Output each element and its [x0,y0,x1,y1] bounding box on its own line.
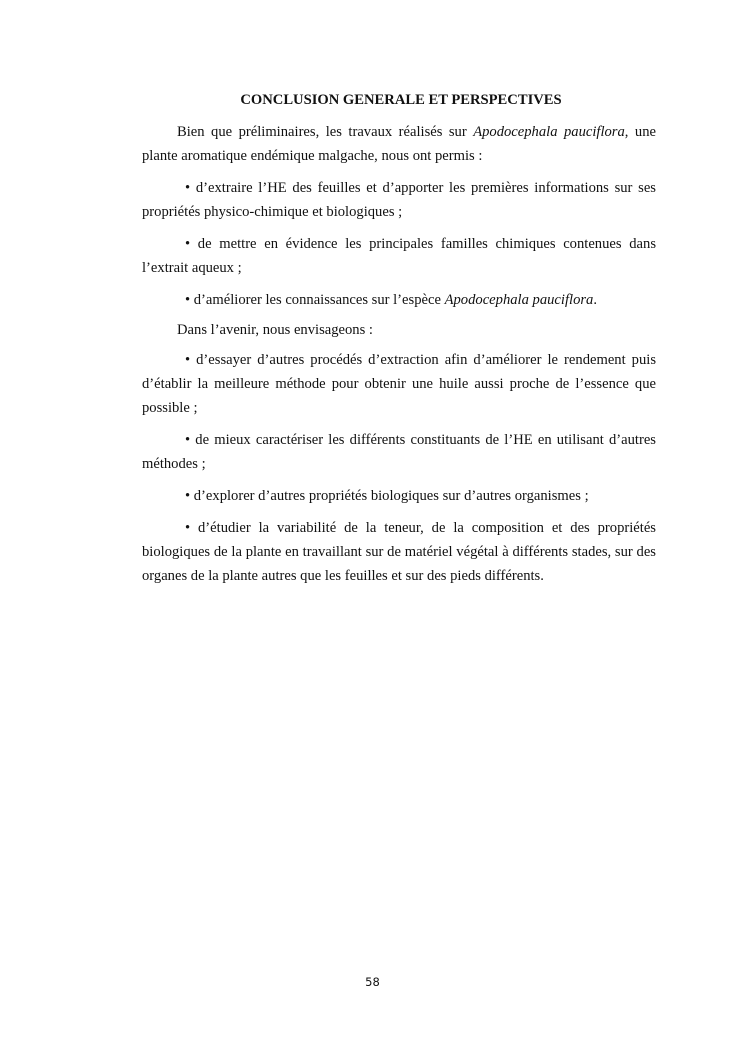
perspective-item-1: • d’essayer d’autres procédés d’extraction afin d’améliorer le rendement puis d’établir la meilleure méthode pour obtenir une huile aussi proche de l’essence que possible ; [142,352,656,416]
document-body [142,88,656,596]
page-number: 58 [365,975,380,989]
intro-text-after: , une plante aromatique endémique malgache, nous ont permis : [142,124,656,164]
perspective-item-2: • de mieux caractériser les différents constituants de l’HE en utilisant d’autres méthodes ; [142,432,656,472]
intro-text-before: Bien que préliminaires, les travaux réalisés sur [177,124,474,140]
achievement-text-after: . [593,292,598,308]
perspectives-intro: Dans l’avenir, nous envisageons : [177,322,373,338]
intro-paragraph [142,120,656,168]
achievement-item-3 [142,288,656,312]
perspective-item-3: • d’explorer d’autres propriétés biologiques sur d’autres organismes ; [185,488,589,504]
species-name: Apodocephala pauciflora [444,292,594,308]
perspective-item-4: • d’étudier la variabilité de la teneur, de la composition et des propriétés biologiques de la plante en travaillant sur de matériel végétal à différents stades, sur des organes de la plante autres que les feuilles et sur des pieds différents. [142,520,656,584]
species-name: Apodocephala pauciflora [473,124,625,140]
achievement-item-1: • d’extraire l’HE des feuilles et d’apporter les premières informations sur ses propriétés physico-chimique et biologiques ; [142,180,656,220]
section-title: CONCLUSION GENERALE ET PERSPECTIVES [240,92,562,108]
achievement-item-2: • de mettre en évidence les principales familles chimiques contenues dans l’extrait aqueux ; [142,236,656,276]
achievement-text-before: • d’améliorer les connaissances sur l’espèce [185,292,445,308]
